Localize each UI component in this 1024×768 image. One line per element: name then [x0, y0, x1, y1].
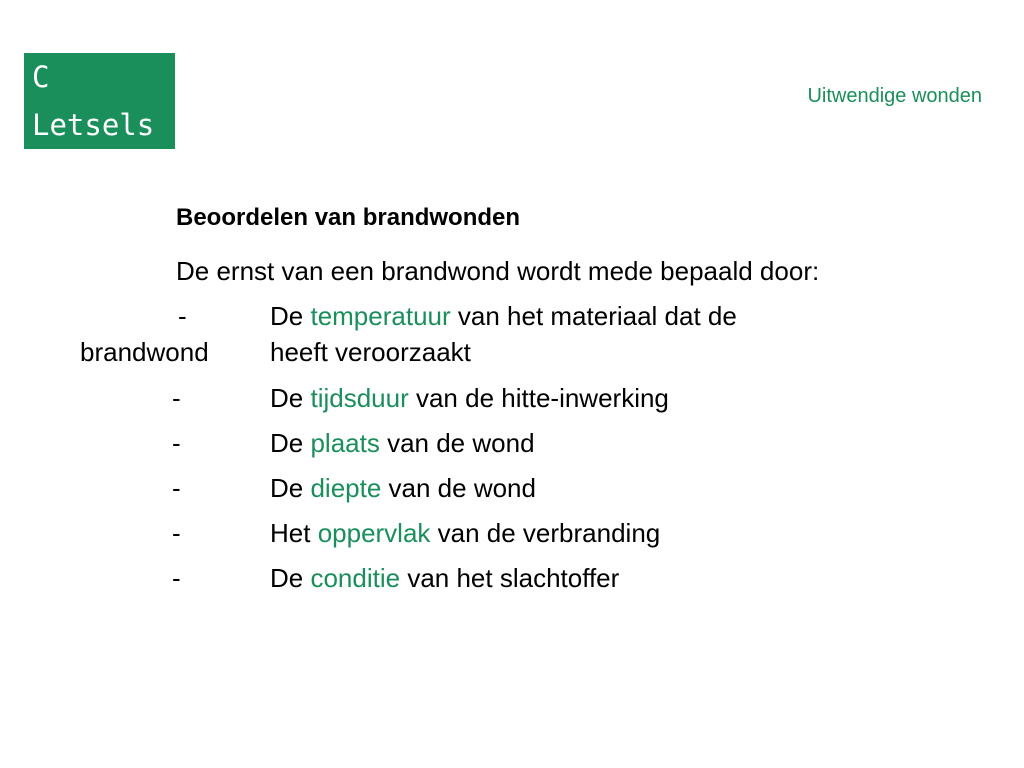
- item-suffix: van de verbranding: [430, 518, 661, 548]
- item-highlight: oppervlak: [317, 518, 431, 548]
- item-suffix: van het materiaal dat de: [450, 301, 737, 331]
- item-prefix: De: [270, 428, 311, 458]
- item-highlight: tijdsduur: [310, 383, 409, 413]
- item-suffix: van de wond: [381, 473, 536, 503]
- item-suffix: van het slachtoffer: [400, 563, 620, 593]
- item-highlight: diepte: [310, 473, 382, 503]
- item-prefix: De: [270, 563, 311, 593]
- item-highlight: conditie: [310, 563, 401, 593]
- list-item-text: [270, 473, 536, 504]
- bullet-dash: -: [172, 518, 181, 548]
- item-highlight: plaats: [310, 428, 380, 458]
- item-wrap-right: heeft veroorzaakt: [270, 337, 471, 367]
- logo-line-chapter: C: [32, 60, 50, 94]
- intro-text: De ernst van een brandwond wordt mede bepaald door:: [176, 256, 820, 286]
- list-item-text: [270, 428, 535, 459]
- item-wrap-left: brandwond: [80, 337, 209, 367]
- list-item-text: [270, 518, 660, 549]
- logo-line-title: Letsels: [32, 108, 155, 142]
- item-suffix: van de hitte-inwerking: [408, 383, 669, 413]
- list-item-text: [270, 301, 737, 332]
- slide-heading: Beoordelen van brandwonden: [176, 204, 521, 231]
- item-suffix: van de wond: [379, 428, 535, 458]
- item-prefix: De: [270, 383, 311, 413]
- list-item-text: [270, 383, 669, 414]
- section-title: Uitwendige wonden: [807, 85, 982, 107]
- item-prefix: Het: [270, 518, 318, 548]
- bullet-dash: -: [178, 301, 187, 331]
- logo: [24, 53, 175, 149]
- bullet-dash: -: [172, 428, 181, 458]
- bullet-dash: -: [172, 473, 181, 503]
- bullet-dash: -: [172, 383, 181, 413]
- bullet-dash: -: [172, 563, 181, 593]
- list-item-text: [270, 563, 619, 594]
- item-prefix: De: [270, 473, 311, 503]
- item-prefix: De: [270, 301, 311, 331]
- item-highlight: temperatuur: [310, 301, 451, 331]
